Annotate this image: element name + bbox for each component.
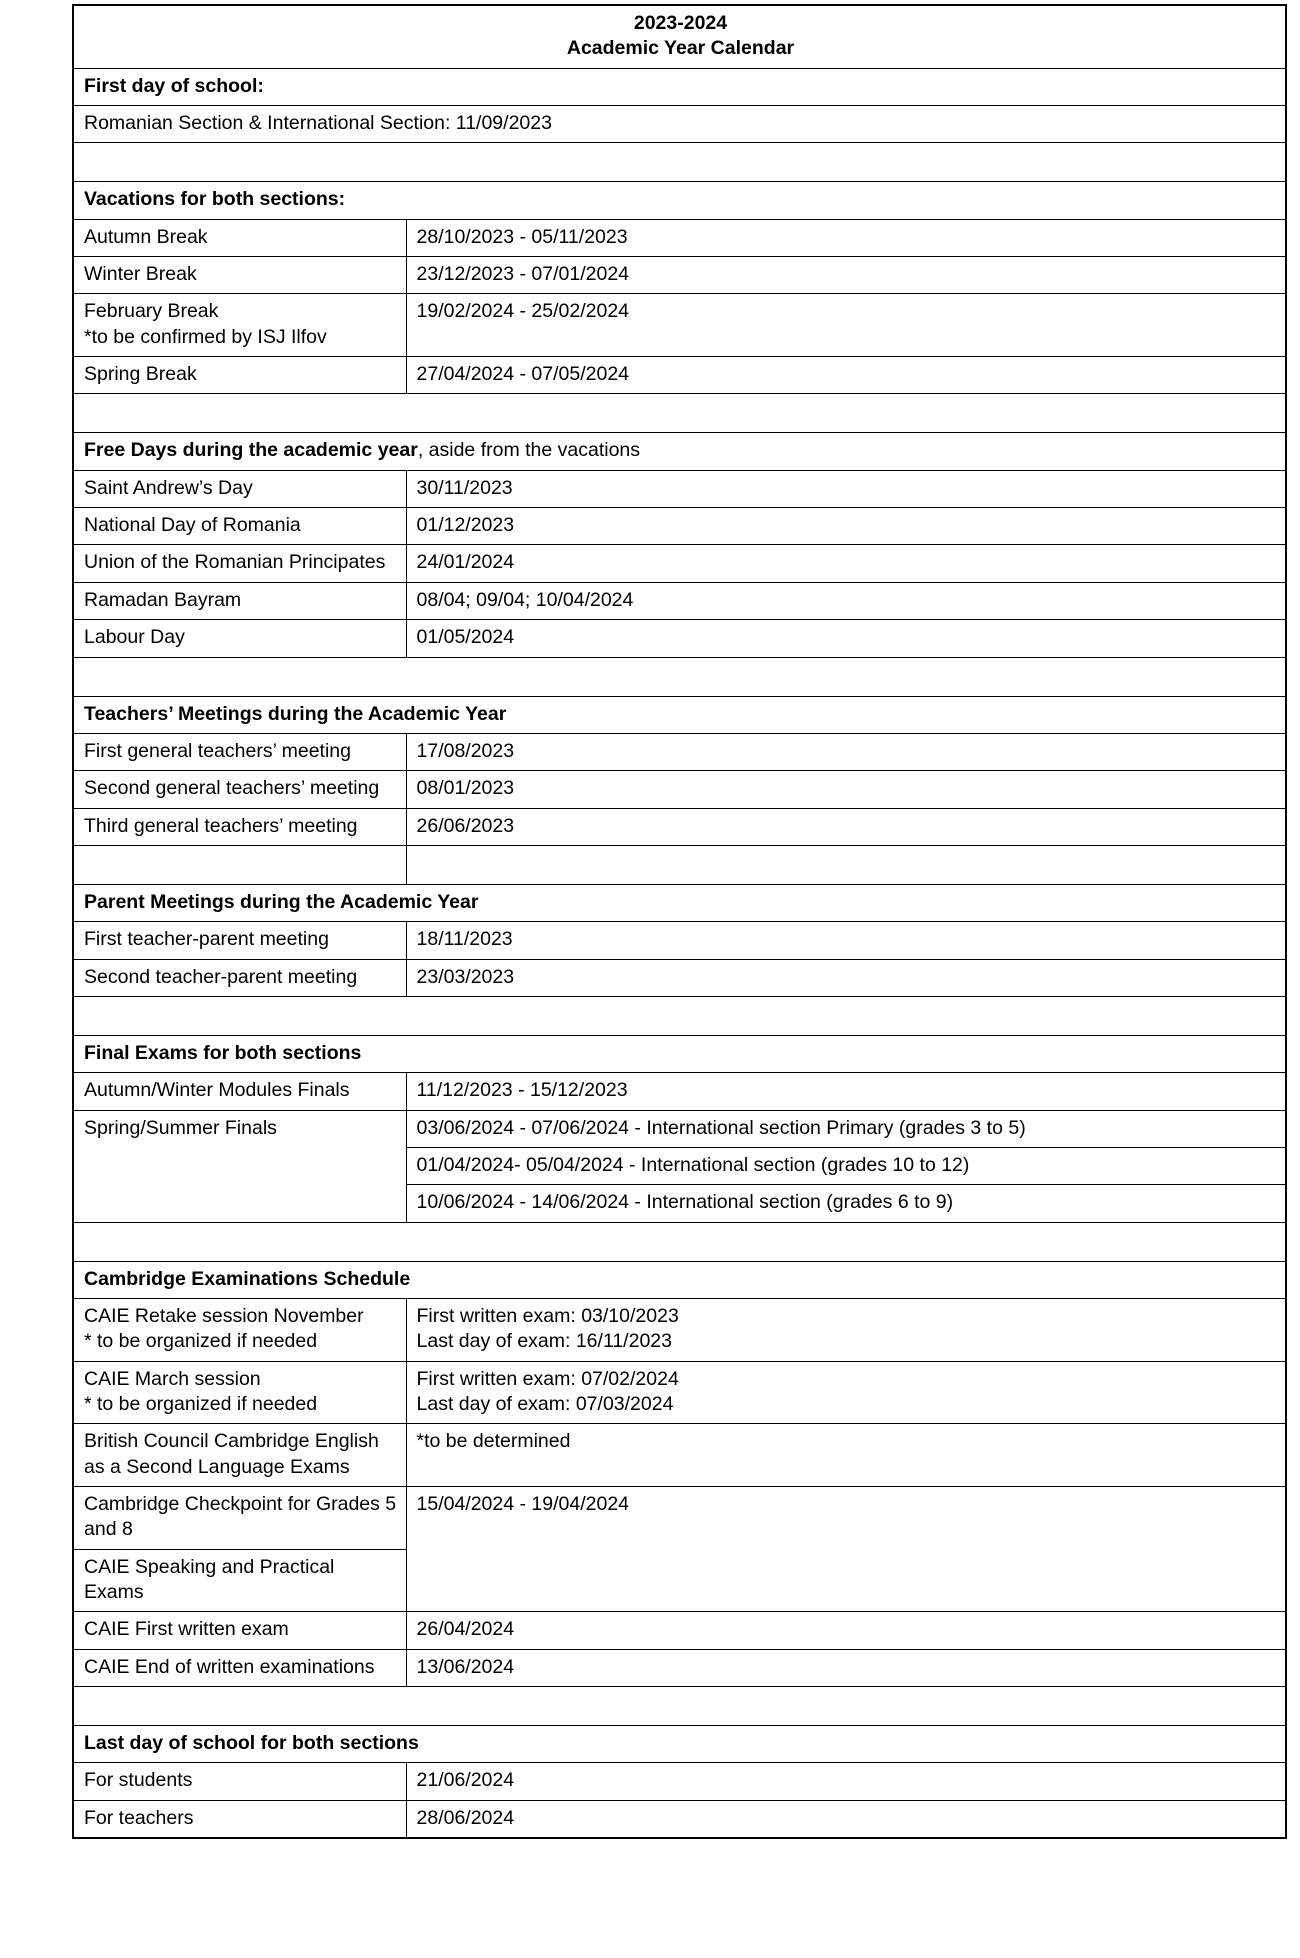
caie-first-written-label: CAIE First written exam [73,1612,406,1649]
cambridge-checkpoint-value: 15/04/2024 - 19/04/2024 [406,1487,1286,1612]
caie-march-label [73,1361,406,1424]
caie-retake-note: * to be organized if needed [84,1330,318,1353]
caie-march-note: * to be organized if needed [84,1393,318,1415]
table-row [73,922,1286,959]
table-row [73,1424,1286,1487]
table-row [73,357,1286,394]
free-day-value: 08/04; 09/04; 10/04/2024 [406,582,1286,619]
free-days-heading-rest: , aside from the vacations [417,439,641,462]
vacation-value: 19/02/2024 - 25/02/2024 [406,294,1286,357]
vacation-label: Spring Break [73,357,406,394]
teachers-meeting-label: Second general teachers’ meeting [73,771,406,808]
spacer-row-split [73,845,1286,884]
final-exam-label: Autumn/Winter Modules Finals [73,1073,406,1110]
last-day-value: 21/06/2024 [406,1763,1286,1800]
spacer-cell [406,845,1286,884]
vacation-value: 23/12/2023 - 07/01/2024 [406,257,1286,294]
table-row [73,620,1286,657]
parent-meeting-label: Second teacher-parent meeting [73,959,406,996]
table-row [73,733,1286,770]
table-row [73,1073,1286,1110]
free-day-label: Saint Andrew’s Day [73,470,406,507]
caie-first-written-value: 26/04/2024 [406,1612,1286,1649]
free-days-heading [73,433,1286,470]
last-day-value: 28/06/2024 [406,1800,1286,1838]
spacer-cell [73,1222,1286,1261]
parent-meetings-heading-row [73,884,1286,921]
spacer-row [73,1222,1286,1261]
spacer-row [73,657,1286,696]
table-row [73,1361,1286,1424]
free-day-value: 01/12/2023 [406,508,1286,545]
vacation-label-february [73,294,406,357]
last-day-label: For teachers [73,1800,406,1838]
free-days-heading-row [73,433,1286,470]
spring-summer-finals-value: 10/06/2024 - 14/06/2024 - International section (grades 6 to 9) [406,1185,1286,1222]
teachers-meeting-value: 08/01/2023 [406,771,1286,808]
title-subtitle: Academic Year Calendar [566,37,795,60]
table-row [73,219,1286,256]
vacation-label: Autumn Break [73,219,406,256]
table-row [73,470,1286,507]
free-day-label: Union of the Romanian Principates [73,545,406,582]
vacations-heading: Vacations for both sections: [73,182,1286,219]
free-day-label: Ramadan Bayram [73,582,406,619]
teachers-meeting-label: Third general teachers’ meeting [73,808,406,845]
final-exams-heading-row [73,1035,1286,1072]
parent-meetings-heading: Parent Meetings during the Academic Year [73,884,1286,921]
table-row [73,1612,1286,1649]
table-row [73,1800,1286,1838]
first-day-heading: First day of school: [73,68,1286,105]
spacer-cell [73,845,406,884]
spacer-cell [73,143,1286,182]
vacations-heading-row [73,182,1286,219]
table-row [73,771,1286,808]
parent-meeting-value: 18/11/2023 [406,922,1286,959]
british-council-title: British Council Cambridge English [84,1430,379,1453]
british-council-value: *to be determined [406,1424,1286,1487]
caie-retake-first-exam: First written exam: 03/10/2023 [416,1304,679,1327]
cambridge-heading: Cambridge Examinations Schedule [73,1261,1286,1298]
spring-summer-finals-label: Spring/Summer Finals [73,1110,406,1222]
last-day-label: For students [73,1763,406,1800]
vacation-value: 28/10/2023 - 05/11/2023 [406,219,1286,256]
academic-year-calendar-table [72,4,1287,1839]
last-day-heading: Last day of school for both sections [73,1726,1286,1763]
cambridge-checkpoint-label [73,1487,406,1550]
first-day-detail-row [73,106,1286,143]
parent-meeting-value: 23/03/2023 [406,959,1286,996]
vacation-value: 27/04/2024 - 07/05/2024 [406,357,1286,394]
table-row [73,959,1286,996]
spring-summer-finals-value: 03/06/2024 - 07/06/2024 - International section Primary (grades 3 to 5) [406,1110,1286,1147]
free-day-label: National Day of Romania [73,508,406,545]
cambridge-checkpoint-title: Cambridge Checkpoint for Grades 5 [84,1493,397,1516]
caie-march-title: CAIE March session [84,1367,261,1390]
final-exam-value: 11/12/2023 - 15/12/2023 [406,1073,1286,1110]
vacation-label: Winter Break [73,257,406,294]
table-row [73,808,1286,845]
caie-march-last-exam: Last day of exam: 07/03/2024 [416,1393,674,1415]
table-row [73,582,1286,619]
cambridge-checkpoint-title-cont: and 8 [84,1518,133,1541]
spacer-row [73,1687,1286,1726]
table-row [73,257,1286,294]
british-council-label [73,1424,406,1487]
spacer-cell [73,394,1286,433]
cambridge-heading-row [73,1261,1286,1298]
document-title [73,5,1286,68]
last-day-heading-row [73,1726,1286,1763]
caie-retake-label [73,1298,406,1361]
free-day-value: 30/11/2023 [406,470,1286,507]
free-day-value: 01/05/2024 [406,620,1286,657]
caie-speaking-label: CAIE Speaking and Practical Exams [73,1549,406,1612]
table-row [73,1298,1286,1361]
free-day-label: Labour Day [73,620,406,657]
table-row [73,545,1286,582]
caie-end-written-label: CAIE End of written examinations [73,1649,406,1686]
parent-meeting-label: First teacher-parent meeting [73,922,406,959]
caie-retake-value [406,1298,1286,1361]
free-days-heading-bold: Free Days during the academic year [84,439,418,462]
table-row [73,1487,1286,1550]
caie-retake-last-exam: Last day of exam: 16/11/2023 [416,1330,672,1353]
caie-end-written-value: 13/06/2024 [406,1649,1286,1686]
caie-march-value [406,1361,1286,1424]
vacation-label: February Break [84,300,219,323]
table-row [73,294,1286,357]
table-row [73,1763,1286,1800]
table-row [73,1110,1286,1147]
teachers-meeting-value: 26/06/2023 [406,808,1286,845]
vacation-note: *to be confirmed by ISJ Ilfov [84,325,327,348]
teachers-meeting-value: 17/08/2023 [406,733,1286,770]
spring-summer-finals-value: 01/04/2024- 05/04/2024 - International section (grades 10 to 12) [406,1147,1286,1184]
spacer-cell [73,1687,1286,1726]
caie-retake-title: CAIE Retake session November [84,1304,364,1327]
teachers-meetings-heading-row [73,696,1286,733]
spacer-row [73,394,1286,433]
teachers-meeting-label: First general teachers’ meeting [73,733,406,770]
caie-march-first-exam: First written exam: 07/02/2024 [416,1367,679,1390]
british-council-title-cont: as a Second Language Exams [84,1455,350,1478]
first-day-heading-row [73,68,1286,105]
teachers-meetings-heading: Teachers’ Meetings during the Academic Year [73,696,1286,733]
free-day-value: 24/01/2024 [406,545,1286,582]
first-day-detail: Romanian Section & International Section: 11/09/2023 [73,106,1286,143]
table-row [73,1649,1286,1686]
spacer-row [73,143,1286,182]
table-row [73,508,1286,545]
title-year: 2023-2024 [633,12,728,34]
spacer-cell [73,657,1286,696]
final-exams-heading: Final Exams for both sections [73,1035,1286,1072]
title-row [73,5,1286,68]
spacer-row [73,996,1286,1035]
spacer-cell [73,996,1286,1035]
